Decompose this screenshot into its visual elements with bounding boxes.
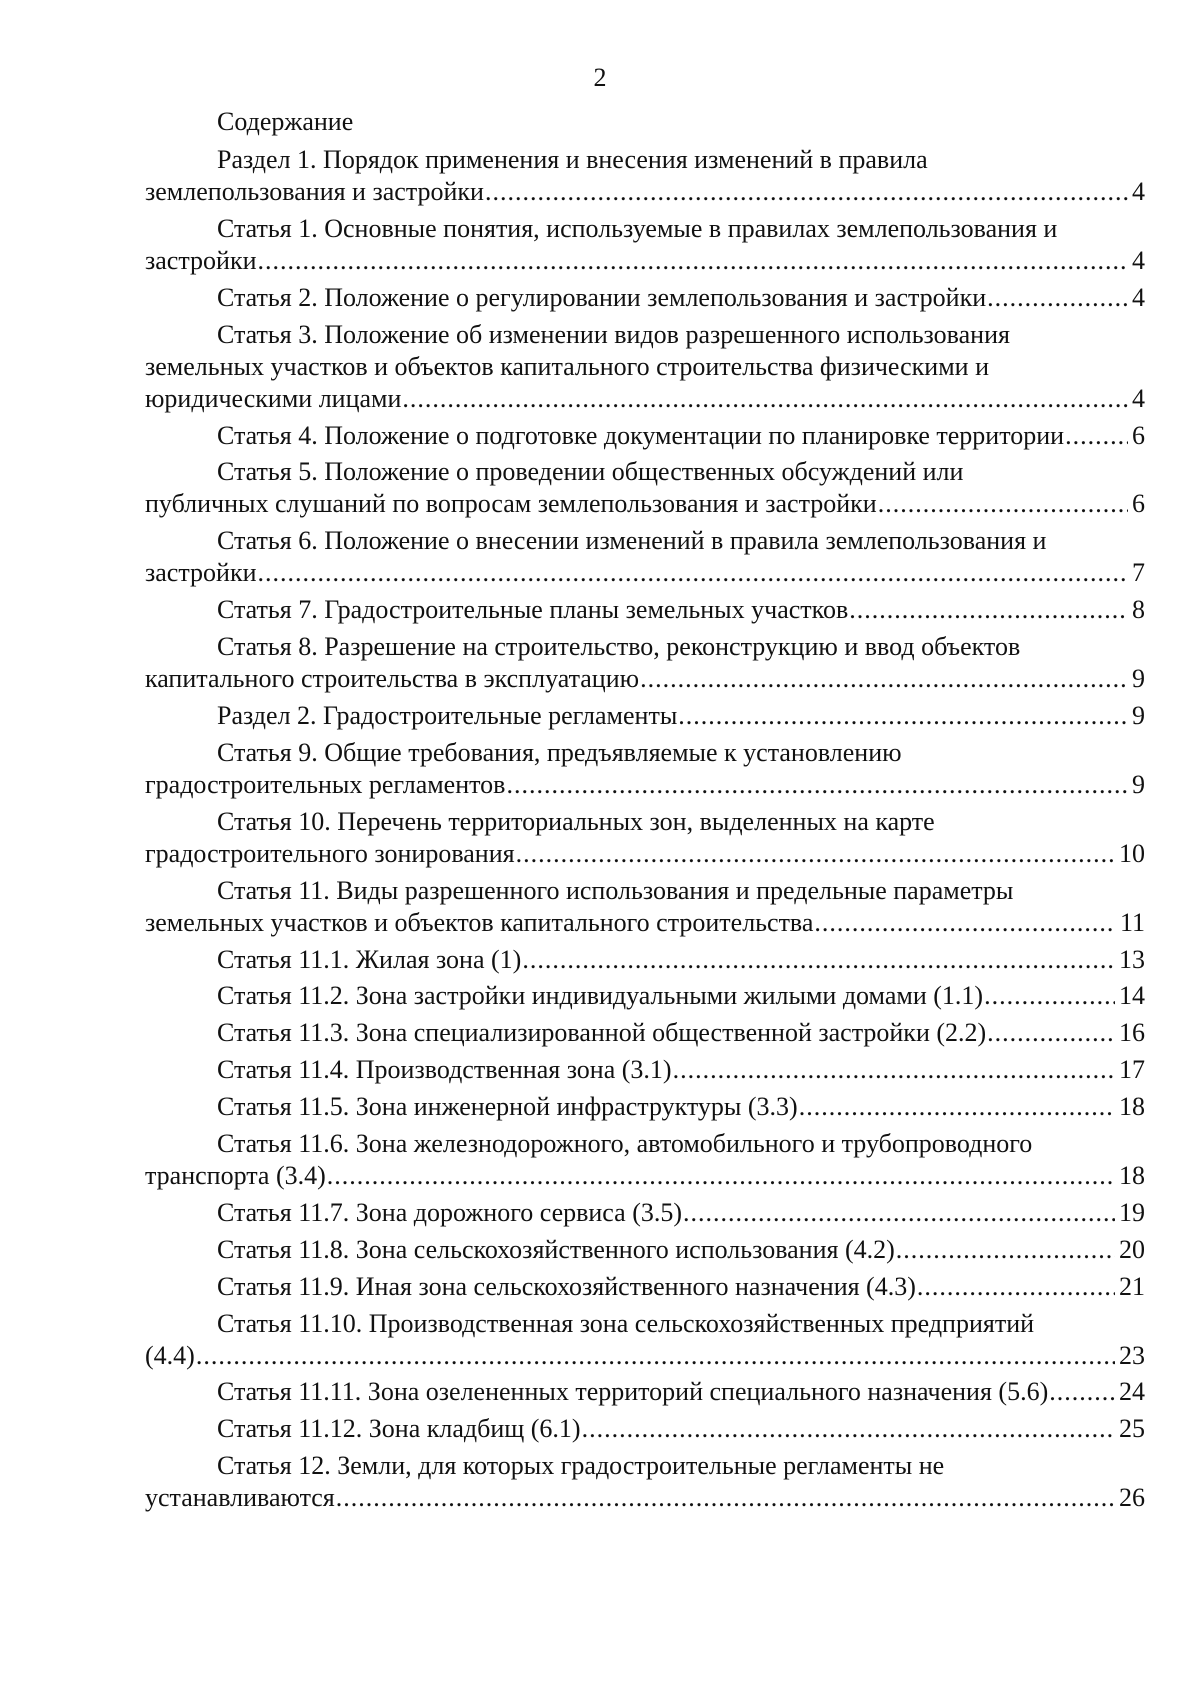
toc-page-number: 26	[1119, 1483, 1145, 1513]
toc-entry	[145, 1271, 1145, 1303]
toc-entry-line: юридическими лицами	[145, 383, 402, 413]
toc-entry-line: Статья 9. Общие требования, предъявляемые к установлению	[217, 737, 902, 767]
toc-entry-line: публичных слушаний по вопросам землепользования и застройки	[145, 489, 877, 519]
toc-page-number: 13	[1119, 944, 1145, 974]
dot-leader	[326, 1160, 1115, 1192]
toc-entry-row	[145, 1234, 1145, 1266]
toc-entry-row	[145, 907, 1145, 939]
toc-entry-line: Статья 5. Положение о проведении общественных обсуждений или	[217, 457, 964, 487]
toc-entry-line: устанавливаются	[145, 1483, 335, 1513]
toc-title: Содержание	[217, 107, 354, 136]
toc-page-number: 18	[1119, 1092, 1145, 1122]
dot-leader	[677, 700, 1128, 732]
toc-entry-row	[145, 1271, 1145, 1303]
toc-page-number: 8	[1132, 595, 1145, 625]
toc-page-number: 4	[1132, 177, 1145, 206]
toc-entries	[145, 144, 1145, 1514]
toc-entry-line: Статья 6. Положение о внесении изменений в правила землепользования и	[217, 526, 1047, 556]
toc-entry-line: Статья 11.5. Зона инженерной инфраструктуры (3.3)	[217, 1092, 798, 1122]
toc-entry	[145, 631, 1145, 695]
toc-entry	[145, 144, 1145, 208]
toc-entry-line: (4.4)	[145, 1340, 195, 1370]
toc-page-number: 14	[1119, 981, 1145, 1011]
toc-entry-line: Статья 11.3. Зона специализированной общественной застройки (2.2)	[217, 1018, 987, 1048]
toc-entry	[145, 213, 1145, 277]
dot-leader	[195, 1340, 1115, 1372]
toc-entry	[145, 875, 1145, 939]
dot-leader	[401, 383, 1128, 415]
dot-leader	[521, 944, 1115, 976]
toc-page-number: 18	[1119, 1161, 1145, 1191]
toc-entry-line: Статья 12. Земли, для которых градостроительные регламенты не	[217, 1451, 945, 1481]
toc-page-number: 4	[1132, 245, 1145, 275]
dot-leader	[895, 1234, 1115, 1266]
toc-entry-line: Статья 3. Положение об изменении видов разрешенного использования	[217, 319, 1010, 349]
toc-entry-line: Статья 11. Виды разрешенного использования и предельные параметры	[217, 875, 1014, 905]
toc-entry-row	[145, 1017, 1145, 1049]
toc-entry-line: земельных участков и объектов капитального строительства физическими и	[145, 351, 989, 381]
toc-entry-line: Статья 4. Положение о подготовке документации по планировке территории	[217, 420, 1065, 450]
toc-entry	[145, 1091, 1145, 1123]
dot-leader	[848, 594, 1128, 626]
toc-entry	[145, 737, 1145, 801]
dot-leader	[672, 1054, 1115, 1086]
toc-entry-row	[145, 488, 1145, 520]
toc-entry-row	[145, 700, 1145, 732]
toc-entry	[145, 1308, 1145, 1372]
toc-page-number: 4	[1132, 282, 1145, 312]
toc-entry	[145, 1054, 1145, 1086]
toc-page-number: 9	[1132, 769, 1145, 799]
dot-leader	[335, 1482, 1115, 1514]
toc-entry	[145, 420, 1145, 452]
dot-leader	[639, 663, 1128, 695]
dot-leader	[813, 907, 1116, 939]
toc-entry-line: Статья 8. Разрешение на строительство, реконструкцию и ввод объектов	[217, 632, 1021, 662]
toc-page-number: 10	[1119, 838, 1145, 868]
toc-entry-row	[145, 1160, 1145, 1192]
toc-entry-row	[145, 420, 1145, 452]
toc-entry-row	[145, 1091, 1145, 1123]
toc-entry	[145, 1197, 1145, 1229]
toc-entry-line: Статья 11.2. Зона застройки индивидуальными жилыми домами (1.1)	[217, 981, 984, 1011]
toc-entry-line: Статья 11.10. Производственная зона сельскохозяйственных предприятий	[217, 1308, 1035, 1338]
toc-entry-row	[145, 176, 1145, 208]
toc-entry	[145, 944, 1145, 976]
toc-entry-line: землепользования и застройки	[145, 177, 484, 206]
toc-entry-line: Статья 10. Перечень территориальных зон, выделенных на карте	[217, 806, 935, 836]
page-number: 2	[593, 63, 607, 92]
toc-page-number: 6	[1132, 489, 1145, 519]
toc-entry	[145, 1017, 1145, 1049]
toc-entry-row	[145, 383, 1145, 415]
toc-entry	[145, 282, 1145, 314]
toc-entry	[145, 1128, 1145, 1192]
toc-entry	[145, 594, 1145, 626]
toc-entry-row	[145, 245, 1145, 277]
toc-entry-row	[145, 1482, 1145, 1514]
toc-entry-line: Статья 2. Положение о регулировании землепользования и застройки	[217, 282, 987, 312]
toc-entry	[145, 525, 1145, 589]
toc-entry	[145, 806, 1145, 870]
toc-page-number: 16	[1119, 1018, 1145, 1048]
toc-entry-line: Статья 11.11. Зона озелененных территорий специального назначения (5.6)	[217, 1377, 1049, 1407]
toc-entry	[145, 1234, 1145, 1266]
toc-page-number: 21	[1119, 1271, 1145, 1301]
toc-entry	[145, 980, 1145, 1012]
dot-leader	[877, 488, 1128, 520]
toc-page-number: 6	[1132, 420, 1145, 450]
dot-leader	[986, 282, 1128, 314]
toc-entry-line: Статья 11.8. Зона сельскохозяйственного использования (4.2)	[217, 1234, 895, 1264]
toc-page-number: 24	[1119, 1377, 1145, 1407]
toc-page-number: 4	[1132, 383, 1145, 413]
toc-entry	[145, 1413, 1145, 1445]
toc-entry	[145, 319, 1145, 415]
toc-entry-line: Раздел 2. Градостроительные регламенты	[217, 701, 678, 731]
dot-leader	[505, 769, 1128, 801]
dot-leader	[515, 838, 1115, 870]
dot-leader	[916, 1271, 1115, 1303]
toc-entry-row	[145, 1054, 1145, 1086]
toc-entry-row	[145, 594, 1145, 626]
toc-entry-row	[145, 980, 1145, 1012]
toc-entry-row	[145, 557, 1145, 589]
toc-page-number: 9	[1132, 664, 1145, 694]
toc-entry-line: Статья 11.12. Зона кладбищ (6.1)	[217, 1414, 581, 1444]
toc-entry	[145, 700, 1145, 732]
toc-entry-line: транспорта (3.4)	[145, 1161, 326, 1191]
toc-entry-line: застройки	[145, 245, 257, 275]
dot-leader	[986, 1017, 1115, 1049]
dot-leader	[983, 980, 1115, 1012]
toc-entry	[145, 1450, 1145, 1514]
toc-entry	[145, 456, 1145, 520]
dot-leader	[581, 1413, 1115, 1445]
table-of-contents	[145, 106, 1145, 1519]
toc-page-number: 20	[1119, 1234, 1145, 1264]
dot-leader	[484, 176, 1128, 208]
dot-leader	[257, 245, 1129, 277]
toc-entry-row	[145, 663, 1145, 695]
toc-entry-row	[145, 1376, 1145, 1408]
toc-entry-row	[145, 282, 1145, 314]
toc-entry-line: Статья 11.6. Зона железнодорожного, автомобильного и трубопроводного	[217, 1129, 1033, 1159]
toc-entry-line: градостроительного зонирования	[145, 838, 515, 868]
toc-entry-line: Раздел 1. Порядок применения и внесения изменений в правила	[217, 145, 928, 174]
toc-entry-row	[145, 769, 1145, 801]
dot-leader	[682, 1197, 1115, 1229]
toc-page-number: 25	[1119, 1414, 1145, 1444]
toc-entry-row	[145, 1413, 1145, 1445]
toc-entry-line: земельных участков и объектов капитального строительства	[145, 907, 814, 937]
toc-entry-row	[145, 1197, 1145, 1229]
toc-entry	[145, 1376, 1145, 1408]
toc-entry-line: Статья 11.1. Жилая зона (1)	[217, 944, 522, 974]
dot-leader	[1064, 420, 1128, 452]
toc-entry-line: застройки	[145, 558, 257, 588]
dot-leader	[798, 1091, 1115, 1123]
dot-leader	[257, 557, 1129, 589]
toc-entry-line: Статья 11.4. Производственная зона (3.1)	[217, 1055, 672, 1085]
toc-entry-line: Статья 7. Градостроительные планы земельных участков	[217, 595, 849, 625]
toc-page-number: 11	[1119, 907, 1145, 937]
toc-entry-line: Статья 11.7. Зона дорожного сервиса (3.5)	[217, 1197, 683, 1227]
toc-entry-line: Статья 11.9. Иная зона сельскохозяйственного назначения (4.3)	[217, 1271, 916, 1301]
toc-page-number: 17	[1119, 1055, 1145, 1085]
toc-page-number: 9	[1132, 701, 1145, 731]
toc-page-number: 23	[1119, 1340, 1145, 1370]
toc-entry-line: градостроительных регламентов	[145, 769, 506, 799]
toc-entry-row	[145, 838, 1145, 870]
toc-entry-line: Статья 1. Основные понятия, используемые в правилах землепользования и	[217, 213, 1058, 243]
dot-leader	[1048, 1376, 1115, 1408]
toc-entry-row	[145, 944, 1145, 976]
toc-entry-line: капитального строительства в эксплуатацию	[145, 664, 640, 694]
toc-page-number: 19	[1119, 1197, 1145, 1227]
toc-entry-row	[145, 1340, 1145, 1372]
toc-page-number: 7	[1132, 558, 1145, 588]
